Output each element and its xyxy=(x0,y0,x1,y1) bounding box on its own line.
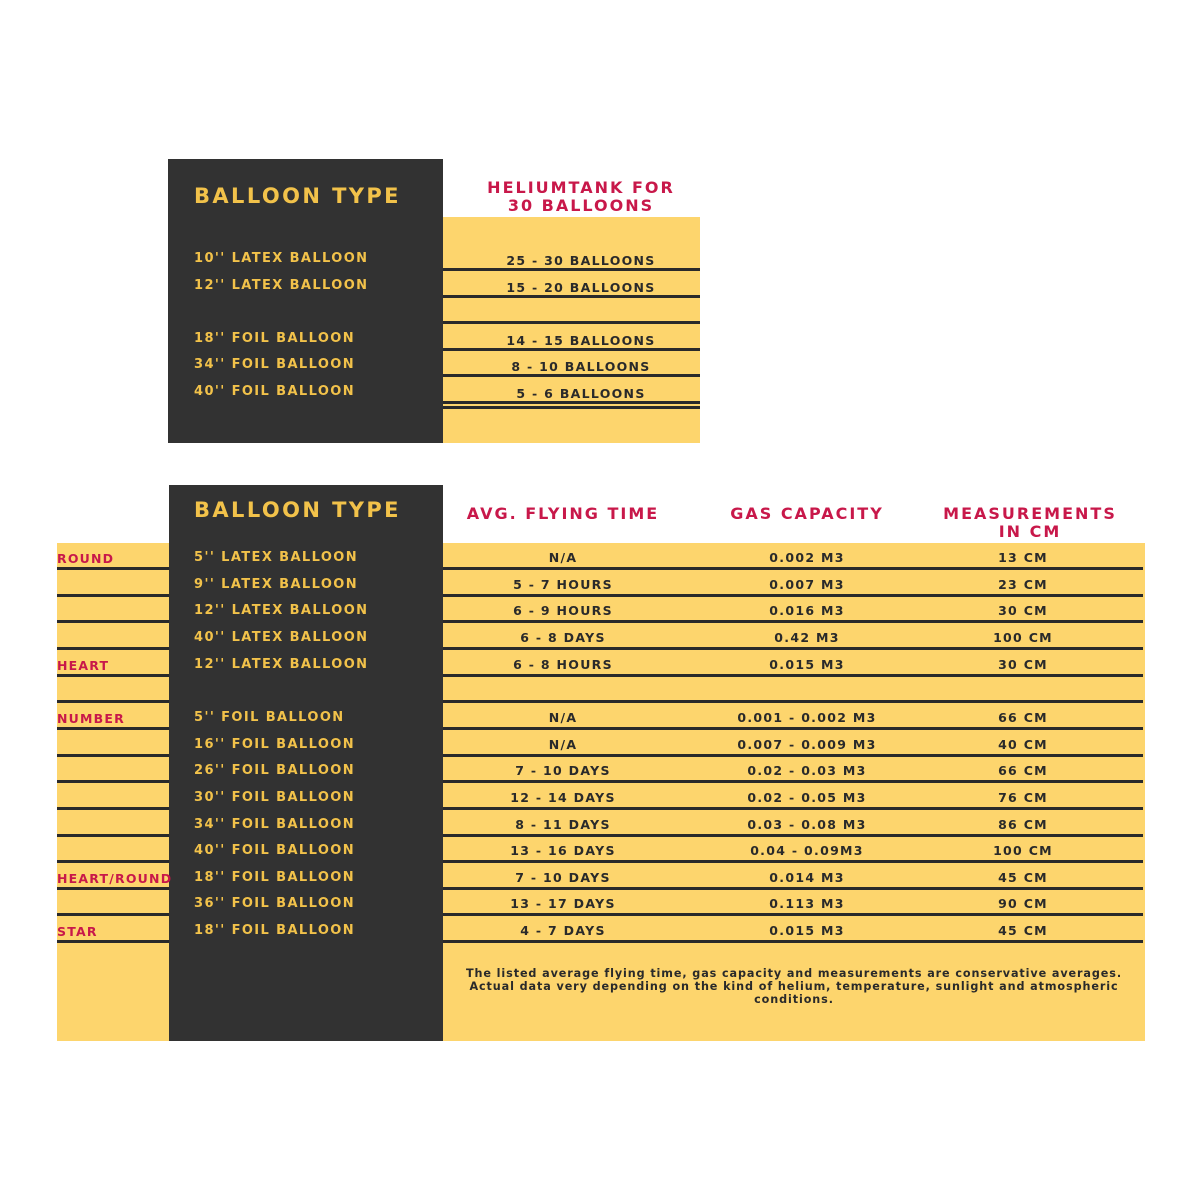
balloon-type-cell: 30'' FOIL BALLOON xyxy=(194,789,356,805)
balloon-type-cell: 16'' FOIL BALLOON xyxy=(194,736,356,752)
balloon-count-cell: 8 - 10 BALLOONS xyxy=(511,359,651,375)
flying-time-cell: N/A xyxy=(548,736,578,752)
category-label: NUMBER xyxy=(57,710,125,726)
balloon-type-cell: 18'' FOIL BALLOON xyxy=(194,330,356,346)
balloon-type-cell: 26'' FOIL BALLOON xyxy=(194,763,356,779)
category-label: HEART xyxy=(57,657,110,673)
measurement-cell: 86 CM xyxy=(998,816,1048,832)
balloon-count-cell: 25 - 30 BALLOONS xyxy=(506,253,656,268)
measurement-cell: 66 CM xyxy=(998,709,1048,725)
row-divider xyxy=(443,647,1143,650)
balloon-type-header: BALLOON TYPE xyxy=(194,184,401,208)
row-divider-left xyxy=(57,674,169,677)
flying-time-cell: N/A xyxy=(548,709,578,725)
row-divider-left xyxy=(57,913,169,916)
row-divider xyxy=(443,406,700,409)
row-divider-left xyxy=(57,727,169,730)
category-column-panel xyxy=(57,543,169,1041)
row-divider-left xyxy=(57,594,169,597)
row-divider-left xyxy=(57,834,169,837)
flying-time-cell: 7 - 10 DAYS xyxy=(515,763,611,779)
balloon-type-cell: 18'' FOIL BALLOON xyxy=(194,923,356,939)
row-divider xyxy=(443,807,1143,810)
row-divider xyxy=(443,700,1143,703)
disclaimer-note xyxy=(443,967,1145,1006)
row-divider xyxy=(443,348,700,351)
row-divider-left xyxy=(57,860,169,863)
gas-capacity-cell: 0.42 M3 xyxy=(774,629,840,645)
row-divider xyxy=(443,295,700,298)
row-divider xyxy=(443,594,1143,597)
row-divider-left xyxy=(57,647,169,650)
balloon-type-cell: 34'' FOIL BALLOON xyxy=(194,357,356,373)
gas-capacity-cell: 0.03 - 0.08 M3 xyxy=(747,816,867,832)
measurement-cell: 40 CM xyxy=(998,736,1048,752)
gas-capacity-cell: 0.015 M3 xyxy=(769,656,845,672)
tank-column-panel xyxy=(443,217,700,443)
measurement-cell: 90 CM xyxy=(998,896,1048,912)
disclaimer-line3: conditions. xyxy=(754,993,834,1006)
measurements-header xyxy=(915,505,1145,541)
row-divider-left xyxy=(57,700,169,703)
row-divider xyxy=(443,887,1143,890)
gas-capacity-cell: 0.113 M3 xyxy=(769,896,845,912)
row-divider xyxy=(443,754,1143,757)
flying-time-cell: 5 - 7 HOURS xyxy=(513,576,613,592)
row-divider-left xyxy=(57,754,169,757)
row-divider xyxy=(443,860,1143,863)
balloon-type-cell: 34'' FOIL BALLOON xyxy=(194,816,356,832)
balloon-count-cell: 14 - 15 BALLOONS xyxy=(506,332,656,348)
balloon-type-header-2: BALLOON TYPE xyxy=(194,498,401,522)
row-divider xyxy=(443,374,700,377)
balloon-type-cell: 10'' LATEX BALLOON xyxy=(194,251,369,266)
measurement-cell: 30 CM xyxy=(998,603,1048,619)
row-divider-left xyxy=(57,887,169,890)
row-divider-left xyxy=(57,567,169,570)
gas-capacity-cell: 0.007 - 0.009 M3 xyxy=(737,736,877,752)
flying-time-cell: 6 - 9 HOURS xyxy=(513,603,613,619)
flying-time-cell: 7 - 10 DAYS xyxy=(515,869,611,885)
measurement-cell: 45 CM xyxy=(998,923,1048,939)
balloon-count-cell: 5 - 6 BALLOONS xyxy=(516,386,646,401)
gas-capacity-cell: 0.04 - 0.09M3 xyxy=(750,843,864,859)
flying-time-cell: 13 - 17 DAYS xyxy=(510,896,616,912)
flying-time-cell: 12 - 14 DAYS xyxy=(510,789,616,805)
category-label: HEART/ROUND xyxy=(57,870,173,886)
balloon-type-cell: 36'' FOIL BALLOON xyxy=(194,896,356,912)
row-divider xyxy=(443,321,700,324)
balloon-type-cell: 12'' LATEX BALLOON xyxy=(194,603,369,619)
row-divider-left xyxy=(57,780,169,783)
row-divider-left xyxy=(57,940,169,943)
flying-time-cell: 4 - 7 DAYS xyxy=(520,923,606,939)
measurement-cell: 23 CM xyxy=(998,576,1048,592)
flying-time-cell: 6 - 8 HOURS xyxy=(513,656,613,672)
row-divider-left xyxy=(57,620,169,623)
measurement-cell: 100 CM xyxy=(993,843,1053,859)
measurement-cell: 30 CM xyxy=(998,656,1048,672)
measurements-header-line2: IN CM xyxy=(998,522,1062,541)
heliumtank-header-line2: 30 BALLOONS xyxy=(507,196,655,215)
balloon-type-cell: 9'' LATEX BALLOON xyxy=(194,576,359,592)
gas-capacity-cell: 0.014 M3 xyxy=(769,869,845,885)
balloon-type-cell: 5'' LATEX BALLOON xyxy=(194,550,359,565)
row-divider xyxy=(443,940,1143,943)
flying-time-cell: 6 - 8 DAYS xyxy=(520,629,606,645)
heliumtank-header xyxy=(443,179,719,215)
heliumtank-header-line1: HELIUMTANK FOR xyxy=(487,178,675,197)
gas-capacity-cell: 0.007 M3 xyxy=(769,576,845,592)
disclaimer-line1: The listed average flying time, gas capacity and measurements are conservative averages. xyxy=(465,967,1122,980)
gas-capacity-cell: 0.001 - 0.002 M3 xyxy=(737,709,877,725)
category-label: ROUND xyxy=(57,551,115,566)
measurement-cell: 13 CM xyxy=(998,550,1048,565)
flying-time-cell: 8 - 11 DAYS xyxy=(515,816,611,832)
balloon-type-cell: 18'' FOIL BALLOON xyxy=(194,869,356,885)
measurements-header-line1: MEASUREMENTS xyxy=(943,504,1117,523)
balloon-type-cell: 40'' LATEX BALLOON xyxy=(194,629,369,645)
row-divider xyxy=(443,620,1143,623)
gas-capacity-cell: 0.02 - 0.03 M3 xyxy=(747,763,867,779)
gas-capacity-cell: 0.016 M3 xyxy=(769,603,845,619)
measurement-cell: 45 CM xyxy=(998,869,1048,885)
balloon-type-cell: 12'' LATEX BALLOON xyxy=(194,656,369,672)
measurement-cell: 76 CM xyxy=(998,789,1048,805)
gas-capacity-header: GAS CAPACITY xyxy=(730,504,884,523)
row-divider xyxy=(443,780,1143,783)
flying-time-cell: N/A xyxy=(548,550,578,565)
measurement-cell: 66 CM xyxy=(998,763,1048,779)
gas-capacity-cell: 0.02 - 0.05 M3 xyxy=(747,789,867,805)
balloon-type-cell: 12'' LATEX BALLOON xyxy=(194,277,369,293)
row-divider-left xyxy=(57,807,169,810)
disclaimer-line2: Actual data very depending on the kind of helium, temperature, sunlight and atmospheric xyxy=(469,980,1119,993)
balloon-type-cell: 40'' FOIL BALLOON xyxy=(194,843,356,859)
balloon-type-cell: 40'' FOIL BALLOON xyxy=(194,384,356,399)
row-divider xyxy=(443,268,700,271)
category-label: STAR xyxy=(57,924,98,940)
row-divider xyxy=(443,401,700,404)
row-divider xyxy=(443,567,1143,570)
balloon-type-cell: 5'' FOIL BALLOON xyxy=(194,709,345,725)
row-divider xyxy=(443,913,1143,916)
row-divider xyxy=(443,674,1143,677)
flying-time-cell: 13 - 16 DAYS xyxy=(510,843,616,859)
row-divider xyxy=(443,727,1143,730)
flying-time-header: AVG. FLYING TIME xyxy=(466,504,660,523)
balloon-count-cell: 15 - 20 BALLOONS xyxy=(506,279,656,295)
measurement-cell: 100 CM xyxy=(993,629,1053,645)
gas-capacity-cell: 0.002 M3 xyxy=(769,550,845,565)
row-divider xyxy=(443,834,1143,837)
gas-capacity-cell: 0.015 M3 xyxy=(769,923,845,939)
